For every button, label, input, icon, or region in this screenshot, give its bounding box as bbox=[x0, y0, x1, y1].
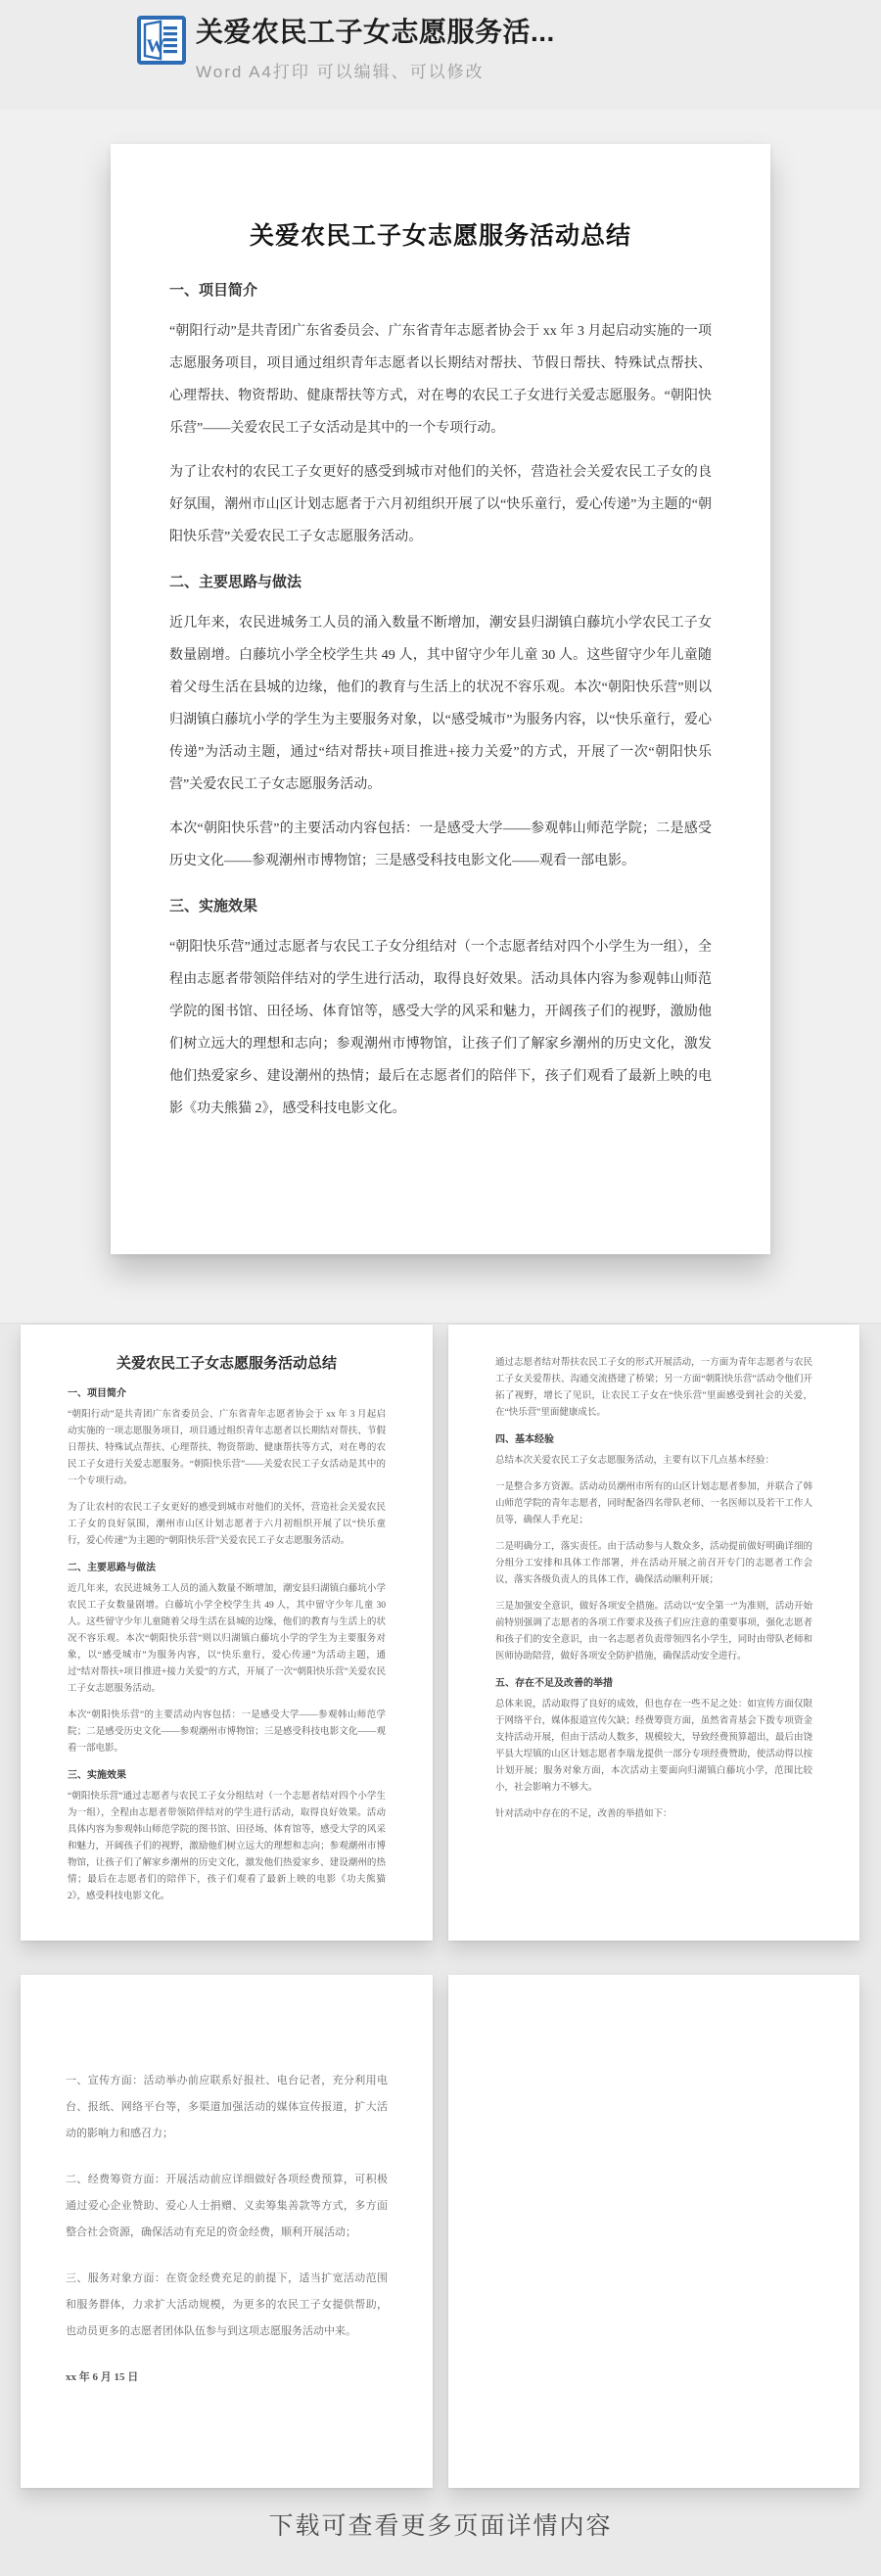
paragraph: 总结本次关爱农民工子女志愿服务活动，主要有以下几点基本经验： bbox=[495, 1456, 775, 1466]
paragraph: 通过志愿者结对帮扶农民工子女的形式开展活动，一方面为青年志愿者与农民工子女关爱帮扶、沟通交流搭建了桥梁；另一方面“朝阳快乐营”活动令他们开拓了视野，增长了见识，让农民工子女在“快乐营”里面感受到社会的关爱，在“快乐营”里面健康成长。 bbox=[495, 1358, 812, 1418]
section-heading: 一、项目简介 bbox=[68, 1388, 126, 1399]
thumbnails-section bbox=[0, 1323, 881, 2576]
section-heading: 三、实施效果 bbox=[169, 899, 258, 914]
section-heading: 二、主要思路与做法 bbox=[68, 1563, 156, 1573]
file-title: 关爱农民工子女志愿服务活... bbox=[196, 17, 555, 47]
page-4-thumbnail-blank[interactable] bbox=[448, 1975, 859, 2488]
paragraph: “朝阳快乐营”通过志愿者与农民工子女分组结对（一个志愿者结对四个小学生为一组），全程由志愿者带领陪伴结对的学生进行活动，取得良好效果。活动具体内容为参观韩山师范学院的图书馆、田径场、体育馆等，感受大学的风采和魅力，开阔孩子们的视野，激励他们树立远大的理想和志向；参观潮州市博物馆，让孩子们了解家乡潮州的历史文化，激发他们热爱家乡、建设潮州的热情；最后在志愿者们的陪伴下，孩子们观看了最新上映的电影《功夫熊猫 2》，感受科技电影文化。 bbox=[68, 1792, 386, 1901]
paragraph: 近几年来，农民进城务工人员的涌入数量不断增加，潮安县归湖镇白藤坑小学农民工子女数量剧增。白藤坑小学全校学生共 49 人，其中留守少年儿童 30 人。这些留守少年儿童随着父母生活在县城的边缘，他们的教育与生活上的状况不容乐观。本次“朝阳快乐营”则以归湖镇白藤坑小学的学生为主要服务对象，以“感受城市”为服务内容，以“快乐童行，爱心传递”为活动主题，通过“结对帮扶+项目推进+接力关爱”的方式，开展了一次“朝阳快乐营”关爱农民工子女志愿服务活动。 bbox=[68, 1584, 386, 1694]
document-title: 关爱农民工子女志愿服务活动总结 bbox=[116, 1356, 337, 1372]
page-1-preview[interactable] bbox=[111, 144, 770, 1254]
svg-text:W: W bbox=[146, 36, 165, 57]
section-heading: 五、存在不足及改善的举措 bbox=[495, 1678, 613, 1689]
paragraph: 为了让农村的农民工子女更好的感受到城市对他们的关怀，营造社会关爱农民工子女的良好氛围，潮州市山区计划志愿者于六月初组织开展了以“快乐童行，爱心传递”为主题的“朝阳快乐营”关爱农民工子女志愿服务活动。 bbox=[68, 1503, 386, 1546]
word-file-icon bbox=[137, 16, 186, 65]
paragraph: “朝阳快乐营”通过志愿者与农民工子女分组结对（一个志愿者结对四个小学生为一组），全程由志愿者带领陪伴结对的学生进行活动，取得良好效果。活动具体内容为参观韩山师范学院的图书馆、田径场、体育馆等，感受大学的风采和魅力，开阔孩子们的视野，激励他们树立远大的理想和志向；参观潮州市博物馆，让孩子们了解家乡潮州的历史文化，激发他们热爱家乡、建设潮州的热情；最后在志愿者们的陪伴下，孩子们观看了最新上映的电影《功夫熊猫 2》，感受科技电影文化。 bbox=[169, 940, 712, 1116]
date-line: xx 年 6 月 15 日 bbox=[66, 2371, 139, 2383]
paragraph: 近几年来，农民进城务工人员的涌入数量不断增加，潮安县归湖镇白藤坑小学农民工子女数量剧增。白藤坑小学全校学生共 49 人，其中留守少年儿童 30 人。这些留守少年儿童随着父母生活在县城的边缘，他们的教育与生活上的状况不容乐观。本次“朝阳快乐营”则以归湖镇白藤坑小学的学生为主要服务对象，以“感受城市”为服务内容，以“快乐童行，爱心传递”为活动主题，通过“结对帮扶+项目推进+接力关爱”的方式，开展了一次“朝阳快乐营”关爱农民工子女志愿服务活动。 bbox=[169, 616, 712, 792]
paragraph: “朝阳行动”是共青团广东省委员会、广东省青年志愿者协会于 xx 年 3 月起启动实施的一项志愿服务项目，项目通过组织青年志愿者以长期结对帮扶、节假日帮扶、特殊试点帮扶、心理帮扶、物资帮助、健康帮扶等方式，对在粤的农民工子女进行关爱志愿服务。“朝阳快乐营”——关爱农民工子女活动是其中的一个专项行动。 bbox=[169, 324, 712, 436]
paragraph: 二是明确分工，落实责任。由于活动参与人数众多，活动提前做好明确详细的分组分工安排和具体工作部署，并在活动开展之前召开专门的志愿者工作会议，落实各级负责人的具体工作，确保活动顺利开展； bbox=[495, 1542, 812, 1585]
paragraph: 针对活动中存在的不足，改善的举措如下： bbox=[495, 1809, 672, 1819]
preview-header bbox=[0, 0, 881, 110]
page-2-thumbnail[interactable] bbox=[448, 1325, 859, 1941]
paragraph: 一是整合多方资源。活动动员潮州市所有的山区计划志愿者参加，并联合了韩山师范学院的青年志愿者，同时配备四名带队老师、一名医师以及若干工作人员等，确保人手充足； bbox=[495, 1482, 812, 1525]
paragraph: 二、经费筹资方面：开展活动前应详细做好各项经费预算，可积极通过爱心企业赞助、爱心人士捐赠、义卖筹集善款等方式，多方面整合社会资源，确保活动有充足的资金经费，顺利开展活动； bbox=[66, 2174, 388, 2238]
paragraph: 为了让农村的农民工子女更好的感受到城市对他们的关怀，营造社会关爱农民工子女的良好氛围，潮州市山区计划志愿者于六月初组织开展了以“快乐童行，爱心传递”为主题的“朝阳快乐营”关爱农民工子女志愿服务活动。 bbox=[169, 465, 712, 544]
paragraph: 本次“朝阳快乐营”的主要活动内容包括：一是感受大学——参观韩山师范学院；二是感受历史文化——参观潮州市博物馆；三是感受科技电影文化——观看一部电影。 bbox=[68, 1710, 386, 1754]
paragraph: 本次“朝阳快乐营”的主要活动内容包括：一是感受大学——参观韩山师范学院；二是感受历史文化——参观潮州市博物馆；三是感受科技电影文化——观看一部电影。 bbox=[169, 821, 712, 868]
download-hint: 下载可查看更多页面详情内容 bbox=[268, 2512, 613, 2540]
section-heading: 二、主要思路与做法 bbox=[169, 575, 302, 590]
file-subtitle: Word A4打印 可以编辑、可以修改 bbox=[196, 63, 485, 81]
paragraph: 三、服务对象方面：在资金经费充足的前提下，适当扩宽活动范围和服务群体，力求扩大活动规模，为更多的农民工子女提供帮助，也动员更多的志愿者团体队伍参与到这项志愿服务活动中来。 bbox=[66, 2272, 388, 2337]
section-heading: 三、实施效果 bbox=[68, 1770, 126, 1781]
paragraph: 三是加强安全意识，做好各项安全措施。活动以“安全第一”为准则，活动开始前特别强调了志愿者的各项工作要求及孩子们应注意的重要事项，强化志愿者和孩子们的安全意识，由一名志愿者负责带领四名小学生，同时由带队老师和医师协助陪营，做好各项安全防护措施，确保活动安全进行。 bbox=[495, 1602, 812, 1662]
page-1-thumbnail[interactable] bbox=[21, 1325, 433, 1941]
file-header-text bbox=[196, 16, 555, 82]
paragraph: 一、宣传方面：活动举办前应联系好报社、电台记者，充分利用电台、报纸、网络平台等，多渠道加强活动的媒体宣传报道，扩大活动的影响力和感召力； bbox=[66, 2075, 388, 2139]
paragraph: “朝阳行动”是共青团广东省委员会、广东省青年志愿者协会于 xx 年 3 月起启动实施的一项志愿服务项目，项目通过组织青年志愿者以长期结对帮扶、节假日帮扶、特殊试点帮扶、心理帮扶、物资帮助、健康帮扶等方式，对在粤的农民工子女进行关爱志愿服务。“朝阳快乐营”——关爱农民工子女活动是其中的一个专项行动。 bbox=[68, 1410, 386, 1486]
section-heading: 一、项目简介 bbox=[169, 283, 258, 299]
document-title: 关爱农民工子女志愿服务活动总结 bbox=[249, 223, 631, 250]
file-header-group bbox=[137, 16, 555, 82]
page-3-thumbnail[interactable] bbox=[21, 1975, 433, 2488]
section-heading: 四、基本经验 bbox=[495, 1434, 554, 1445]
paragraph: 总体来说，活动取得了良好的成效，但也存在一些不足之处：如宣传方面仅限于网络平台，媒体报道宣传欠缺；经费筹资方面，虽然省青基会下拨专项资金支持活动开展，但由于活动人数多，规模较大，导致经费预算超出，最后由饶平县大埕镇的山区计划志愿者李瑞龙提供一部分专项经费赞助，使活动得以按计划开展；服务对象方面，本次活动主要面向归湖镇白藤坑小学，范围比较小，社会影响力不够大。 bbox=[495, 1700, 812, 1793]
